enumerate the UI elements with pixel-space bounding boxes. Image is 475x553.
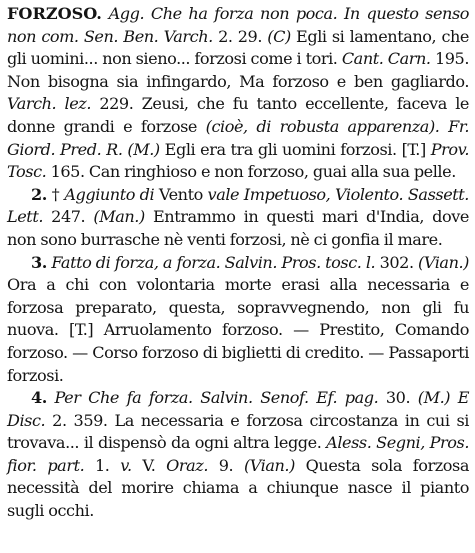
- italic-run: (C): [267, 26, 291, 46]
- sense-number: 4.: [31, 388, 47, 408]
- italic-run: (Vian.): [418, 252, 469, 272]
- text-run: 247.: [43, 207, 94, 227]
- italic-run: (Man.): [93, 207, 145, 227]
- text-run: 302.: [375, 252, 419, 272]
- text-run: Ora a chi con volontaria morte erasi alla necessaria e forzosa preparato, questa, sopravvegnendo, non gli fu nuova. [T.] Arruolamento forzoso. — Prestito, Comando forzoso. — Corso forzoso di biglietti di credito. — Passaporti forzosi.: [7, 275, 469, 385]
- italic-run: vale Impetuoso, Violento. Sassett. Lett.: [7, 184, 469, 227]
- text-run: 2. 359. La necessaria e forzosa circostanza in cui si trovava... il dispensò da ogni altra legge.: [7, 410, 469, 453]
- headword: FORZOSO.: [7, 4, 102, 23]
- italic-run: Prov. Tosc.: [7, 139, 469, 182]
- sense-text: [7, 185, 469, 249]
- italic-run: Oraz.: [166, 455, 208, 475]
- italic-run: (cioè, di robusta apparenza).: [205, 116, 440, 136]
- sense-4: [7, 387, 469, 523]
- text-run: V.: [131, 455, 167, 475]
- italic-run: (M.) E Disc.: [7, 388, 469, 430]
- text-run: Egli si lamentano, che gli uomini... non sieno... forzosi come i tori.: [7, 26, 470, 69]
- italic-run: Aless. Segni, Pros. fior. part.: [7, 433, 470, 475]
- italic-run: Cant. Carn.: [341, 49, 431, 69]
- sense-3: [7, 252, 469, 388]
- text-run: 229. Zeusi, che fu tanto eccellente, faceva le donne grandi e forzose: [7, 94, 469, 136]
- italic-run: Per Che fa forza. Salvin. Senof. Ef. pag.: [54, 388, 379, 408]
- text-run: Questa sola forzosa necessità del morire chiama a chiunque nasce il pianto sugli occhi.: [7, 455, 469, 521]
- entry-main: [7, 3, 469, 184]
- text-run: Entrammo in questi mari d'India, dove non sono burrasche nè venti forzosi, nè ci gonfia il mare.: [7, 207, 469, 249]
- text-run: 9.: [207, 455, 244, 475]
- italic-run: Varch. lez.: [7, 94, 92, 114]
- sense-text: [7, 253, 469, 385]
- italic-run: (Vian.): [243, 455, 295, 475]
- italic-run: Fatto di forza, a forza. Salvin. Pros. tosc. l.: [51, 252, 376, 272]
- italic-run: Agg. Che ha forza non poca. In questo senso non com. Sen. Ben. Varch.: [7, 4, 469, 46]
- text-run: 2. 29.: [212, 26, 268, 46]
- text-run: 165. Can ringhioso e non forzoso, guai alla sua pelle.: [46, 162, 456, 182]
- text-run: 30.: [378, 388, 418, 408]
- text-run: †: [46, 184, 65, 204]
- text-run: 1.: [84, 455, 121, 475]
- text-run: Egli era tra gli uomini forzosi. [T.]: [159, 139, 431, 159]
- text-run: [439, 117, 448, 136]
- sense-number: 3.: [31, 252, 47, 272]
- italic-run: Fr. Giord. Pred. R. (M.): [7, 116, 469, 159]
- text-run: [102, 4, 109, 23]
- sense-2: [7, 184, 469, 252]
- italic-run: v.: [120, 455, 132, 475]
- text-run: Vento: [154, 184, 208, 204]
- sense-text: [7, 388, 469, 520]
- italic-run: Aggiunto di: [64, 184, 155, 204]
- text-run: [47, 388, 55, 407]
- entry-intro-text: [7, 4, 469, 181]
- text-run: 195. Non bisogna sia infingardo, Ma forzoso e ben gagliardo.: [7, 49, 469, 91]
- sense-number: 2.: [31, 184, 47, 204]
